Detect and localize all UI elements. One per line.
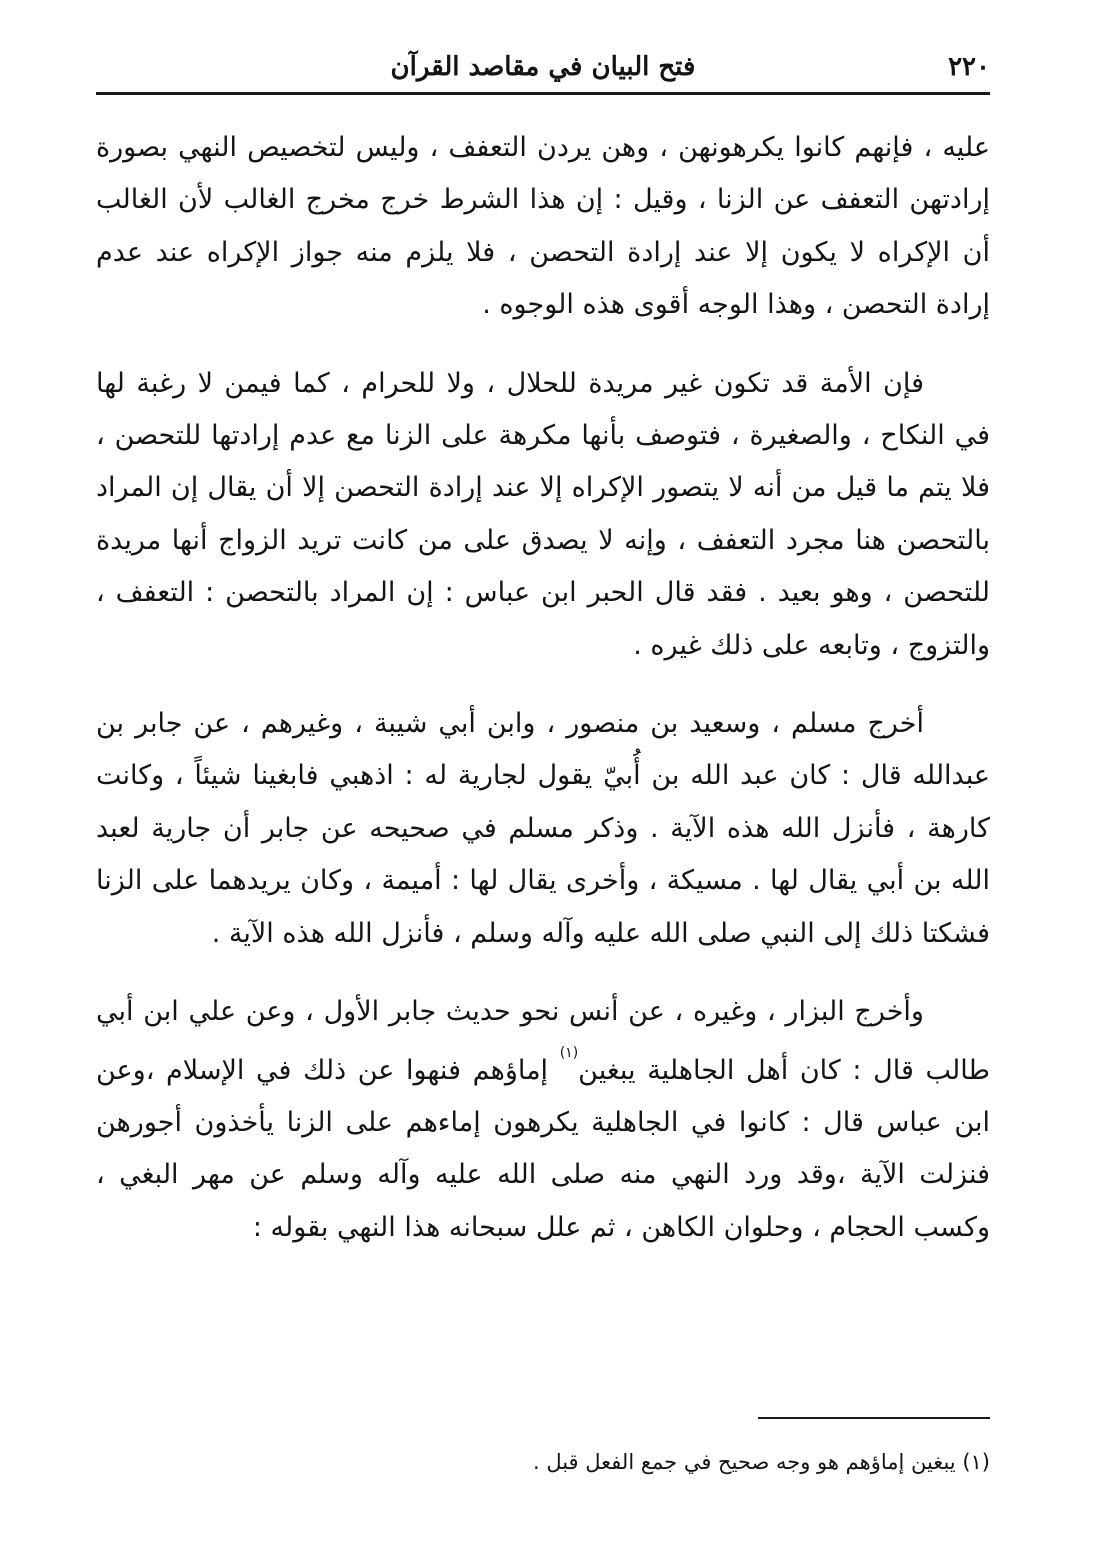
footnote-divider [758, 1417, 990, 1419]
book-title: فتح البيان في مقاصد القرآن [390, 52, 696, 82]
paragraph-4 [96, 986, 990, 1254]
text-line: جابر أن جارية لعبد الله بن أبي يقال لها . مسيكة ، وأخرى يقال لها : أميمة ، [96, 812, 990, 897]
footnote [533, 1447, 990, 1477]
text-line: عن مهر البغي ، وكسب الحجام ، وحلوان الكاهن ، ثم علل سبحانه هذا [96, 1159, 990, 1243]
text-line: للتحصن ، فلا يتم ما قيل من أنه لا يتصور الإكراه إلا عند إرادة التحصن إلا [96, 420, 990, 504]
text-line: فأنزل الله هذه الآية . [211, 917, 445, 949]
text-line: بصورة إرادتهن التعفف عن الزنا ، وقيل : إن هذا الشرط خرج مخرج الغالب [96, 132, 990, 216]
footnote-number: (١) [962, 1450, 990, 1474]
footnote-marker[interactable]: (١) [559, 1044, 579, 1061]
page-number: ٢٢٠ [948, 52, 990, 82]
text-line: جابر بن عبدالله قال : كان عبد الله بن أُبيّ يقول لجارية له : اذهبي فابغينا [96, 708, 990, 792]
text-line: إماؤهم فنهوا عن ذلك في [256, 1054, 560, 1086]
text-line: تريد الزواج أنها مريدة للتحصن ، وهو بعيد . فقد قال الحبر ابن عباس : إن [96, 524, 990, 609]
footnote-text: يبغين إماؤهم هو وجه صحيح في جمع الفعل قبل . [532, 1450, 956, 1474]
text-line: الإكراه عند عدم إرادة التحصن ، وهذا الوجه أقوى هذه الوجوه . [96, 236, 990, 321]
text-line: أخرج مسلم ، وسعيد بن منصور ، وابن أبي شيبة ، وغيرهم ، عن [193, 708, 924, 740]
text-line: شيئاً ، وكانت كارهة ، فأنزل الله هذه الآية . وذكر مسلم في صحيحه عن [96, 760, 990, 844]
body-text [96, 122, 990, 1254]
text-line: وكان يريدهما على الزنا فشكتا ذلك إلى النبي صلى الله عليه وآله وسلم ، [96, 865, 990, 949]
text-line: ابن أبي طالب قال : كان أهل الجاهلية يبغين [96, 996, 990, 1086]
paragraph-3 [96, 698, 990, 960]
paragraph-1 [96, 122, 990, 332]
text-line: فإن الأمة قد تكون غير مريدة للحلال ، ولا للحرام ، كما فيمن لا رغبة [136, 367, 924, 399]
paragraph-2 [96, 358, 990, 672]
text-line: يأخذون أجورهن فنزلت الآية ،وقد ورد النهي منه صلى الله عليه وآله وسلم [96, 1106, 990, 1191]
text-line: وأخرج البزار ، وغيره ، عن أنس نحو حديث جابر الأول ، وعن علي [188, 996, 924, 1028]
text-line: النهي بقوله : [252, 1211, 396, 1243]
text-line: المراد بالتحصن : التعفف ، والتزوج ، وتابعه على ذلك غيره . [96, 577, 990, 661]
text-line: الإسلام ،وعن ابن عباس قال : كانوا في الجاهلية يكرهون إماءهم على الزنا [96, 1054, 990, 1138]
text-line: عليه ، فإنهم كانوا يكرهونهن ، وهن يردن التعفف ، وليس لتخصيص النهي [178, 132, 990, 163]
text-line: أن يقال إن المراد بالتحصن هنا مجرد التعفف ، وإنه لا يصدق على من كانت [96, 472, 990, 556]
text-line: لها في النكاح ، والصغيرة ، فتوصف بأنها مكرهة على الزنا مع عدم إرادتها [96, 367, 990, 452]
text-line: لأن الغالب أن الإكراه لا يكون إلا عند إرادة التحصن ، فلا يلزم منه جواز [96, 184, 990, 268]
running-header [96, 40, 990, 95]
